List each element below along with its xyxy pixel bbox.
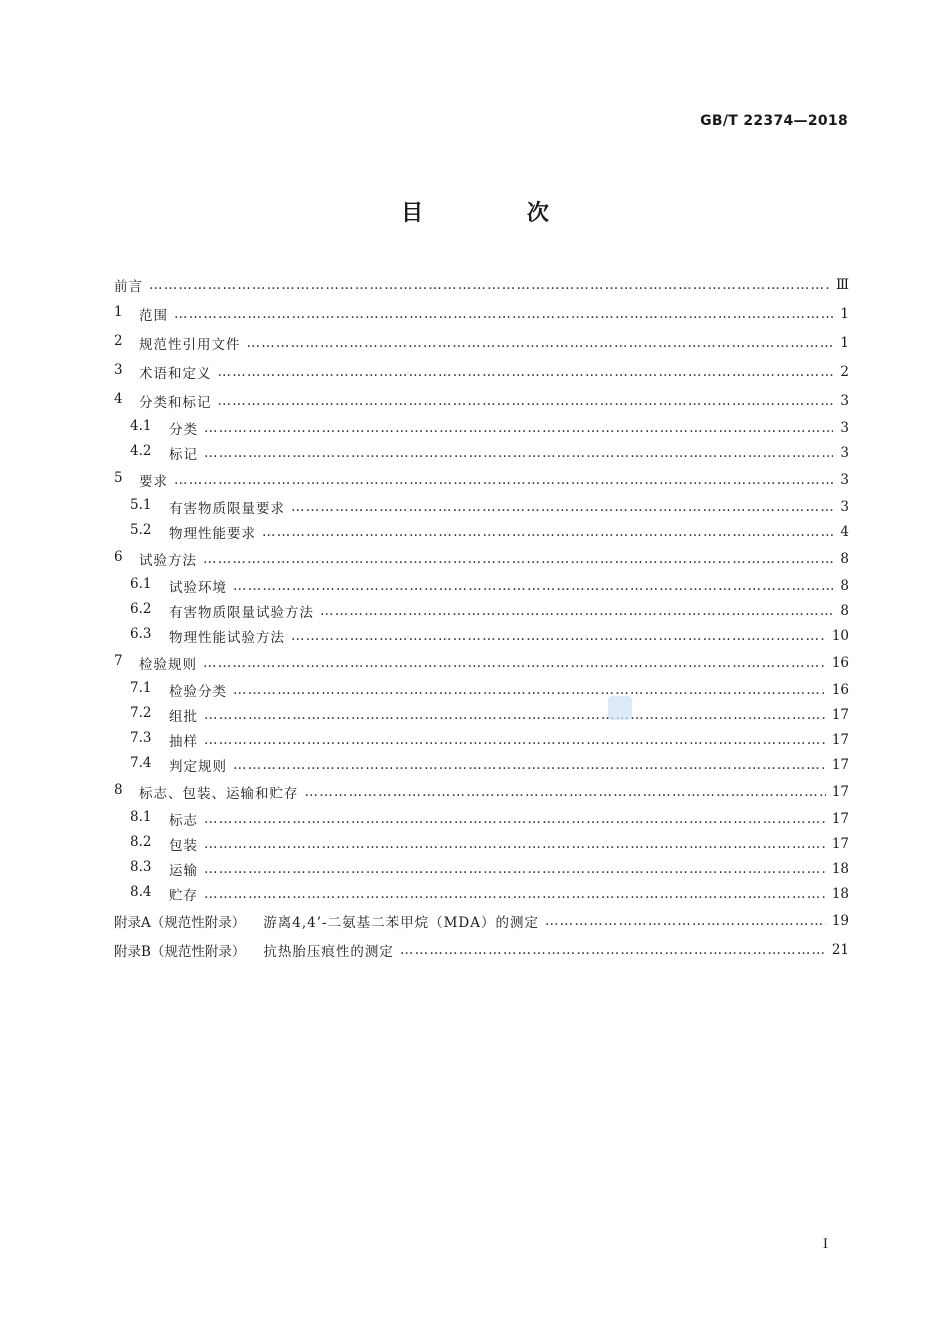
toc-entry-label xyxy=(114,497,285,517)
toc-entry-title: 游离4,4’-二氨基二苯甲烷（MDA）的测定 xyxy=(263,914,539,931)
toc-leader-dots xyxy=(218,393,834,409)
toc-entry-title: 规范性引用文件 xyxy=(139,336,241,353)
toc-entry-page: 3 xyxy=(840,419,849,436)
toc-entry[interactable] xyxy=(114,519,849,544)
toc-leader-dots xyxy=(545,913,826,929)
toc-entry-page: 16 xyxy=(831,654,849,671)
toc-entry-label xyxy=(114,809,198,829)
toc-leader-dots xyxy=(291,499,833,515)
toc-entry-page: 4 xyxy=(840,523,849,540)
toc-entry-page: 3 xyxy=(840,498,849,515)
toc-entry-label xyxy=(114,680,227,700)
toc-entry-label xyxy=(114,730,198,750)
toc-entry-title: 标志、包装、运输和贮存 xyxy=(139,785,299,802)
toc-entry[interactable] xyxy=(114,856,849,881)
toc-entry-page: 19 xyxy=(831,912,849,929)
toc-entry-page: 17 xyxy=(831,756,849,773)
toc-entry[interactable] xyxy=(114,494,849,519)
toc-entry-title: 组批 xyxy=(169,708,198,725)
toc-entry-label xyxy=(114,601,314,621)
toc-entry[interactable] xyxy=(114,831,849,856)
toc-entry-page: 8 xyxy=(840,577,849,594)
toc-entry-number: 附录B（规范性附录） xyxy=(114,943,246,960)
toc-entry-number: 6.3 xyxy=(130,625,152,642)
toc-entry-number: 8.2 xyxy=(130,833,152,850)
toc-entry[interactable] xyxy=(114,702,849,727)
toc-entry[interactable] xyxy=(114,752,849,777)
toc-entry-title: 物理性能试验方法 xyxy=(169,629,285,646)
toc-leader-dots xyxy=(218,364,834,380)
toc-entry-title: 检验分类 xyxy=(169,683,227,700)
toc-leader-dots xyxy=(203,655,826,671)
toc-entry-title: 包装 xyxy=(169,837,198,854)
toc-leader-dots xyxy=(204,886,826,902)
toc-entry-page: 17 xyxy=(831,783,849,800)
toc-entry-page: 8 xyxy=(840,550,849,567)
toc-entry[interactable] xyxy=(114,727,849,752)
toc-entry-title: 贮存 xyxy=(169,887,198,904)
toc-entry-number: 8.3 xyxy=(130,858,152,875)
toc-entry[interactable] xyxy=(114,328,849,357)
toc-entry-number: 7 xyxy=(114,652,123,669)
toc-entry-page: 1 xyxy=(840,334,849,351)
toc-leader-dots xyxy=(204,861,826,877)
toc-entry[interactable] xyxy=(114,386,849,415)
standard-number: GB/T 22374—2018 xyxy=(700,113,848,129)
toc-entry-label xyxy=(114,443,198,463)
toc-entry-label xyxy=(114,470,168,490)
toc-entry[interactable] xyxy=(114,544,849,573)
toc-leader-dots xyxy=(174,306,833,322)
toc-entry-label xyxy=(114,834,198,854)
toc-entry-number: 4 xyxy=(114,390,123,407)
toc-leader-dots xyxy=(174,472,833,488)
toc-entry-title: 试验环境 xyxy=(169,579,227,596)
toc-entry-label xyxy=(114,275,143,295)
toc-entry-number: 7.2 xyxy=(130,704,152,721)
toc-leader-dots xyxy=(204,445,833,461)
toc-entry-label xyxy=(114,911,539,931)
watermark-icon xyxy=(608,696,632,720)
toc-entry-page: 17 xyxy=(831,835,849,852)
toc-entry-title: 分类和标记 xyxy=(139,394,212,411)
toc-leader-dots xyxy=(233,578,833,594)
toc-entry-title: 术语和定义 xyxy=(139,365,212,382)
toc-entry-number: 4.2 xyxy=(130,442,152,459)
toc-entry-title: 有害物质限量试验方法 xyxy=(169,604,314,621)
toc-entry-page: Ⅲ xyxy=(835,276,849,293)
toc-leader-dots xyxy=(291,628,826,644)
toc-entry[interactable] xyxy=(114,299,849,328)
toc-entry[interactable] xyxy=(114,598,849,623)
toc-entry-title: 分类 xyxy=(169,421,198,438)
toc-entry-number: 1 xyxy=(114,303,123,320)
toc-leader-dots xyxy=(204,420,833,436)
page-title: 目 次 xyxy=(401,201,597,226)
toc-entry-title: 标志 xyxy=(169,812,198,829)
toc-entry-number: 7.3 xyxy=(130,729,152,746)
toc-leader-dots xyxy=(400,942,826,958)
toc-leader-dots xyxy=(262,524,833,540)
toc-entry-label xyxy=(114,940,394,960)
toc-entry-label xyxy=(114,304,168,324)
toc-entry-page: 17 xyxy=(831,731,849,748)
toc-entry-number: 6.1 xyxy=(130,575,152,592)
toc-entry-number: 7.4 xyxy=(130,754,152,771)
toc-entry-label xyxy=(114,884,198,904)
toc-entry-number: 4.1 xyxy=(130,417,152,434)
page-number: I xyxy=(822,1237,828,1252)
toc-entry[interactable] xyxy=(114,806,849,831)
toc-entry-title: 判定规则 xyxy=(169,758,227,775)
toc-entry[interactable] xyxy=(114,415,849,440)
table-of-contents xyxy=(114,270,849,964)
toc-leader-dots xyxy=(247,335,834,351)
toc-entry-title: 前言 xyxy=(114,278,143,295)
toc-entry-title: 物理性能要求 xyxy=(169,525,256,542)
toc-entry-page: 16 xyxy=(831,681,849,698)
toc-entry-number: 5.2 xyxy=(130,521,152,538)
toc-entry-page: 2 xyxy=(840,363,849,380)
toc-entry-page: 3 xyxy=(840,444,849,461)
toc-leader-dots xyxy=(305,784,826,800)
toc-entry-number: 5.1 xyxy=(130,496,152,513)
toc-leader-dots xyxy=(204,811,826,827)
toc-leader-dots xyxy=(233,682,826,698)
toc-entry[interactable] xyxy=(114,270,849,299)
toc-entry-label xyxy=(114,782,299,802)
toc-leader-dots xyxy=(233,757,826,773)
toc-entry-number: 5 xyxy=(114,469,123,486)
toc-entry-title: 有害物质限量要求 xyxy=(169,500,285,517)
toc-entry-label xyxy=(114,391,212,411)
toc-entry-page: 17 xyxy=(831,706,849,723)
toc-entry-number: 2 xyxy=(114,332,123,349)
toc-entry-label xyxy=(114,626,285,646)
toc-entry-title: 检验规则 xyxy=(139,656,197,673)
toc-entry-label xyxy=(114,549,197,569)
toc-entry-label xyxy=(114,755,227,775)
toc-entry-page: 18 xyxy=(831,885,849,902)
toc-entry-title: 抗热胎压痕性的测定 xyxy=(263,943,394,960)
toc-entry-number: 6 xyxy=(114,548,123,565)
toc-entry-page: 21 xyxy=(831,941,849,958)
toc-entry[interactable] xyxy=(114,648,849,677)
toc-entry-number: 8.4 xyxy=(130,883,152,900)
toc-leader-dots xyxy=(320,603,833,619)
toc-entry-page: 10 xyxy=(831,627,849,644)
toc-entry-label xyxy=(114,705,198,725)
toc-leader-dots xyxy=(203,551,833,567)
toc-entry-page: 1 xyxy=(840,305,849,322)
toc-entry-page: 3 xyxy=(840,392,849,409)
toc-entry-number: 7.1 xyxy=(130,679,152,696)
toc-entry-label xyxy=(114,653,197,673)
toc-entry-number: 3 xyxy=(114,361,123,378)
toc-entry-title: 试验方法 xyxy=(139,552,197,569)
toc-entry-number: 6.2 xyxy=(130,600,152,617)
toc-entry-label xyxy=(114,333,241,353)
toc-entry-number: 8 xyxy=(114,781,123,798)
toc-entry-page: 3 xyxy=(840,471,849,488)
toc-entry-number: 附录A（规范性附录） xyxy=(114,914,246,931)
toc-entry-label xyxy=(114,362,212,382)
toc-entry-title: 范围 xyxy=(139,307,168,324)
toc-entry-title: 抽样 xyxy=(169,733,198,750)
toc-entry-label xyxy=(114,576,227,596)
toc-entry-title: 运输 xyxy=(169,862,198,879)
toc-entry[interactable] xyxy=(114,440,849,465)
toc-entry[interactable] xyxy=(114,623,849,648)
toc-entry[interactable] xyxy=(114,357,849,386)
toc-entry[interactable] xyxy=(114,935,849,964)
toc-entry-title: 要求 xyxy=(139,473,168,490)
toc-entry-title: 标记 xyxy=(169,446,198,463)
toc-entry-page: 17 xyxy=(831,810,849,827)
toc-entry[interactable] xyxy=(114,777,849,806)
toc-entry-page: 8 xyxy=(840,602,849,619)
toc-entry-page: 18 xyxy=(831,860,849,877)
toc-entry-label xyxy=(114,859,198,879)
toc-entry[interactable] xyxy=(114,677,849,702)
toc-leader-dots xyxy=(204,707,826,723)
toc-entry-number: 8.1 xyxy=(130,808,152,825)
toc-entry[interactable] xyxy=(114,906,849,935)
toc-entry[interactable] xyxy=(114,573,849,598)
toc-entry-label xyxy=(114,522,256,542)
toc-entry-label xyxy=(114,418,198,438)
toc-leader-dots xyxy=(204,732,826,748)
toc-entry[interactable] xyxy=(114,465,849,494)
toc-entry[interactable] xyxy=(114,881,849,906)
toc-leader-dots xyxy=(204,836,826,852)
toc-leader-dots xyxy=(149,277,830,293)
